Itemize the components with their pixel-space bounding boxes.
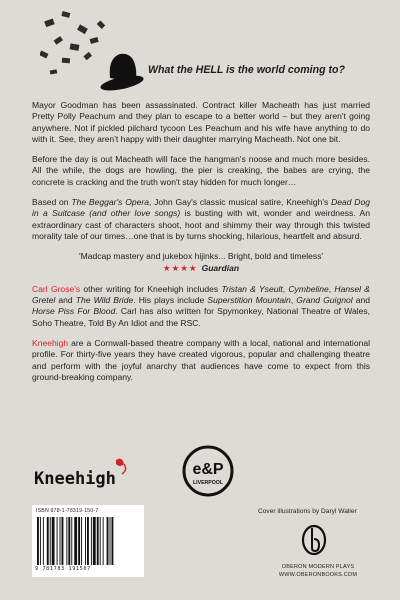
svg-text:LIVERPOOL: LIVERPOOL	[193, 480, 223, 486]
quote-source: ★★★★ Guardian	[162, 262, 240, 273]
bowler-hat-banknotes-icon	[40, 8, 150, 103]
paragraph-author: Carl Grose's other writing for Kneehigh includes Tristan & Yseult, Cymbeline, Hansel & Gretel and The Wild Bride. His plays include Superstition Mountain, Grand Guignol and Horse Piss For Blood. Carl has also written for Spymonkey, National Theatre of Wales, Soho Theatre, Told By An Idiot and the RSC.	[32, 283, 371, 328]
paragraph-synopsis: Mayor Goodman has been assassinated. Contract killer Macheath has just married Pretty Polly Peachum and they plan to escape to a better world – but they aren't going anywhere. Not if pickled pilchard tycoon Les Peachum and his wife have anything to do with it. See, they aren't happy with their daughter marrying Macheath. Not one bit.	[32, 100, 370, 144]
author-name: Carl Grose's	[32, 283, 81, 294]
publisher-info	[253, 563, 383, 579]
ep-liverpool-logo	[182, 445, 234, 497]
barcode-digits: 9 781783 191507	[35, 566, 91, 572]
review-quote	[32, 251, 370, 274]
publisher-website[interactable]: WWW.OBERONBOOKS.COM	[278, 572, 358, 578]
kneehigh-logo	[32, 454, 152, 492]
svg-text:Kneehigh: Kneehigh	[34, 469, 116, 489]
star-rating: ★★★★	[162, 262, 198, 273]
series-name: OBERON MODERN PLAYS	[281, 564, 355, 570]
paragraph-company: Kneehigh are a Cornwall-based theatre company with a local, national and international profile. For thirty-five years they have created vigorous, popular and challenging theatre and perform with the joyful anarchy that audiences have come to expect from this ground-breaking company.	[32, 338, 370, 382]
oberon-logo-icon	[300, 520, 328, 556]
svg-text:e&P: e&P	[192, 461, 224, 478]
company-name: Kneehigh	[32, 338, 69, 349]
paragraph-description: Based on The Beggar's Opera, John Gay's classic musical satire, Kneehigh's Dead Dog in a Suitcase (and other love songs) is busting with wit, wonder and weirdness. An extraordinary cast of characters shoot, hoot and shimmy their way through this twisted morality tale of our times…one that is by turns shocking, hilarious, heartfelt and absurd.	[32, 197, 370, 241]
paragraph-plot: Before the day is out Macheath will face the hangman's noose and much more besides. All the while, the dogs are howling, the pier is creaking, the babes are crying, the concrete is cracking and the truth won't stay hidden for much longer…	[32, 154, 370, 187]
quote-text: 'Madcap mastery and jukebox hijinks... Bright, bold and timeless'	[78, 251, 324, 262]
illustration-credit: Cover illustrations by Daryl Waller	[258, 508, 357, 515]
tagline: What the HELL is the world coming to?	[148, 64, 345, 76]
barcode	[32, 505, 144, 577]
isbn-text: ISBN 978-1-78319-150-7	[36, 508, 99, 514]
barcode-bars	[36, 517, 140, 565]
blurb	[32, 100, 370, 392]
